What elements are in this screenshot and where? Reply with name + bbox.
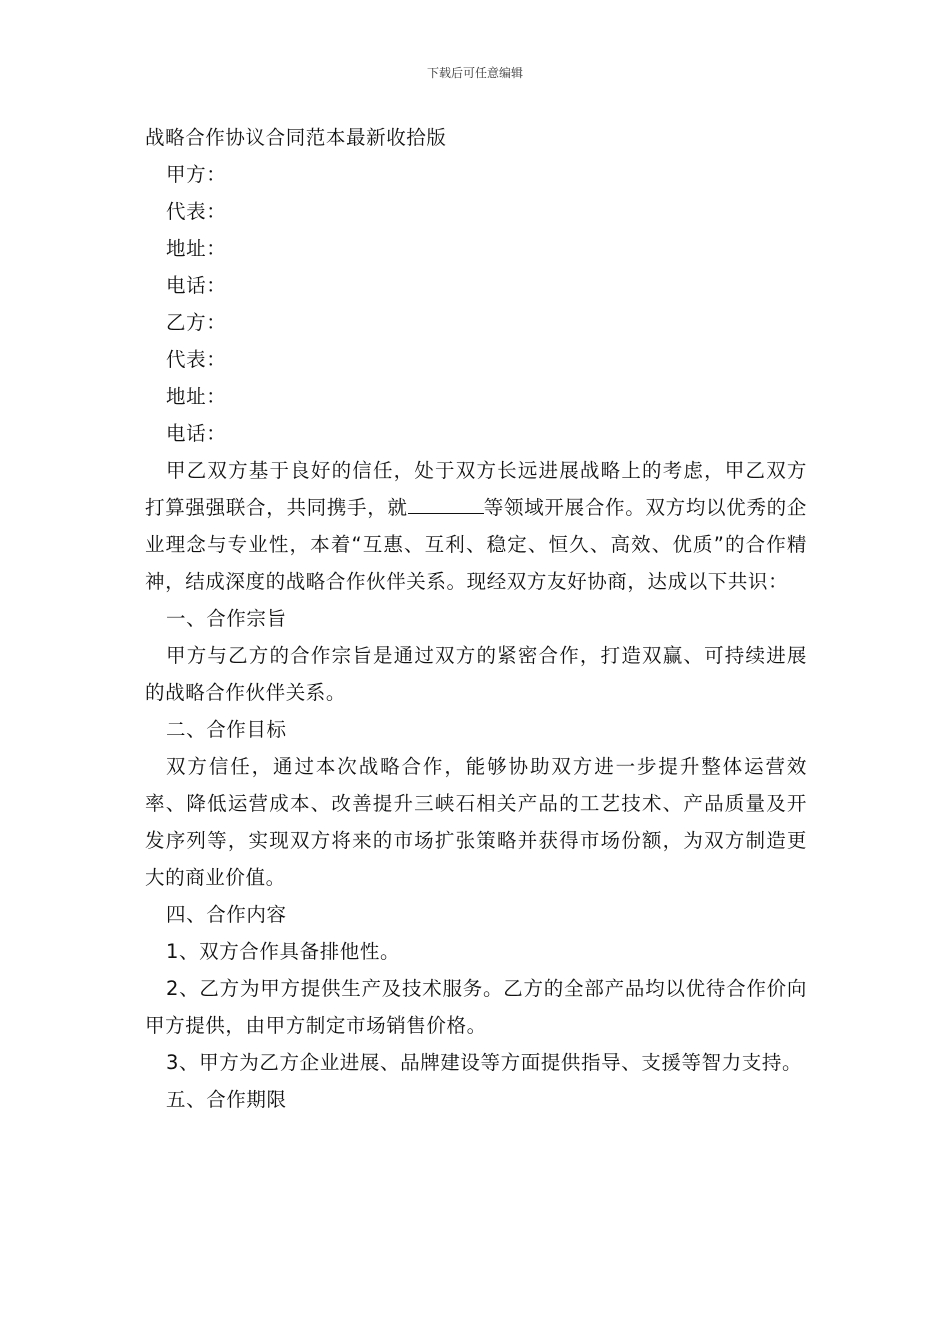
party-a-phone: 电话：	[166, 274, 227, 297]
party-b-address: 地址：	[166, 385, 227, 408]
party-b-rep: 代表：	[166, 348, 227, 371]
section-heading-goals: 二、合作目标	[166, 718, 287, 741]
content-item-2: 2、乙方为甲方提供生产及技术服务。乙方的全部产品均以优待合作价向甲方提供，由甲方制定市场销售价格。	[145, 977, 807, 1037]
section-text-purpose: 甲方与乙方的合作宗旨是通过双方的紧密合作，打造双赢、可持续进展的战略合作伙伴关系。	[145, 644, 807, 704]
section-heading-term: 五、合作期限	[166, 1088, 287, 1111]
section-text-goals: 双方信任，通过本次战略合作，能够协助双方进一步提升整体运营效率、降低运营成本、改善提升三峡石相关产品的工艺技术、产品质量及开发序列等，实现双方将来的市场扩张策略并获得市场份额，为双方制造更大的商业价值。	[145, 755, 807, 889]
content-item-3: 3、甲方为乙方企业进展、品牌建设等方面提供指导、支援等智力支持。	[166, 1051, 803, 1074]
party-a-label: 甲方：	[166, 163, 227, 186]
party-b-label: 乙方：	[166, 311, 227, 334]
content-item-1: 1、双方合作具备排他性。	[166, 940, 401, 963]
document-title: 战略合作协议合同范本最新收拾版	[145, 126, 447, 149]
intro-paragraph	[145, 452, 807, 600]
section-heading-purpose: 一、合作宗旨	[166, 607, 287, 630]
intro-text-before: 甲乙双方基于良好的信任，处于双方长远进展战略上的考虑，甲乙双方打算强强联合，共同携手，就	[145, 459, 807, 519]
section-heading-content: 四、合作内容	[166, 903, 287, 926]
party-a-rep: 代表：	[166, 200, 227, 223]
party-b-phone: 电话：	[166, 422, 227, 445]
intro-text-after: 等领域开展合作。双方均以优秀的企业理念与专业性，本着“互惠、互利、稳定、恒久、高效、优质”的合作精神，结成深度的战略合作伙伴关系。现经双方友好协商，达成以下共识：	[145, 496, 807, 593]
document-body	[145, 119, 807, 1118]
fill-in-blank	[408, 495, 484, 514]
header-note: 下载后可任意编辑	[426, 66, 523, 80]
party-a-address: 地址：	[166, 237, 227, 260]
